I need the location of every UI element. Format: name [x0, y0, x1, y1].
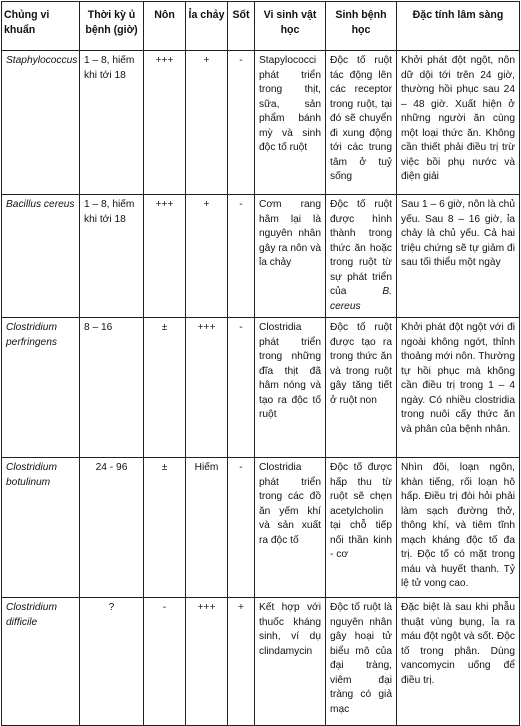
species-cell: Bacillus cereus	[2, 195, 80, 318]
header-vomiting: Nôn	[144, 2, 186, 51]
food-poisoning-table	[1, 1, 520, 726]
microbiology-cell: Stapylococci phát triển trong thịt, sữa, sản phẩm bánh mỳ và sinh độc tố ruột	[255, 51, 326, 195]
incubation-cell: 1 – 8, hiếm khi tới 18	[80, 195, 144, 318]
diarrhea-cell: Hiếm	[186, 458, 228, 598]
header-microbiology: Vi sinh vật học	[255, 2, 326, 51]
clinical-cell: Khởi phát đột ngột với đi ngoài không ngớt, thỉnh thoảng mới nôn. Thường tự hồi phục mà không cần điều trị trong 1 – 4 ngày. Có nhiều clostridia trong nuôi cấy thức ăn và phân của bệnh nhân.	[397, 318, 520, 458]
microbiology-cell: Clostridia phát triển trong các đồ ăn yếm khí và sản xuất ra độc tố	[255, 458, 326, 598]
species-cell: Clostridium botulinum	[2, 458, 80, 598]
fever-cell: -	[228, 195, 255, 318]
diarrhea-cell: +	[186, 51, 228, 195]
species-cell: Staphylococcus	[2, 51, 80, 195]
pathogenesis-text: Độc tố ruột tác động lên các receptor trong ruột, tại đó sẽ chuyển đi xung động tới các trung tâm ở tuỷ sống	[330, 55, 392, 182]
pathogenesis-text: Độc tố ruột được tạo ra trong thức ăn và trong ruột gây tăng tiết ở ruột non	[330, 322, 392, 406]
table-row	[2, 51, 520, 195]
incubation-cell: 8 – 16	[80, 318, 144, 458]
fever-cell: -	[228, 51, 255, 195]
header-clinical: Đặc tính lâm sàng	[397, 2, 520, 51]
incubation-cell: ?	[80, 598, 144, 726]
clinical-cell: Khởi phát đột ngột, nôn dữ dội tới trên 24 giờ, thường hồi phục sau 24 – 48 giờ. Xuất hiện ở những người ăn cùng một loại thức ăn. Không cần thiết phải điều trị trừ việc bồi phụ nước và điện giải	[397, 51, 520, 195]
clinical-cell: Đặc biệt là sau khi phẫu thuật vùng bụng, ỉa ra máu đột ngột và sốt. Độc tố trong phân. Dùng vancomycin uống để điều trị.	[397, 598, 520, 726]
header-diarrhea: Ỉa chảy	[186, 2, 228, 51]
vomiting-cell: ±	[144, 318, 186, 458]
header-incubation: Thời kỳ ủ bệnh (giờ)	[80, 2, 144, 51]
microbiology-cell: Clostridia phát triển trong những đĩa thịt đã hâm nóng và tạo ra độc tố ruột	[255, 318, 326, 458]
fever-cell: +	[228, 598, 255, 726]
table-row	[2, 598, 520, 726]
species-cell: Clostridium perfringens	[2, 318, 80, 458]
fever-cell: -	[228, 458, 255, 598]
header-row	[2, 2, 520, 51]
header-pathogenesis: Sinh bệnh học	[326, 2, 397, 51]
table-row	[2, 318, 520, 458]
incubation-cell: 24 - 96	[80, 458, 144, 598]
pathogenesis-cell	[326, 195, 397, 318]
pathogenesis-text: Độc tố được hấp thu từ ruột sẽ chẹn acetylcholin tại chỗ tiếp nối thần kinh - cơ	[330, 462, 392, 560]
pathogenesis-cell	[326, 598, 397, 726]
diarrhea-cell: +	[186, 195, 228, 318]
vomiting-cell: ±	[144, 458, 186, 598]
table-row	[2, 458, 520, 598]
table-row	[2, 195, 520, 318]
header-fever: Sốt	[228, 2, 255, 51]
microbiology-cell: Cơm rang hâm lại là nguyên nhân gây ra nôn và ỉa chảy	[255, 195, 326, 318]
pathogenesis-cell	[326, 458, 397, 598]
diarrhea-cell: +++	[186, 598, 228, 726]
species-cell: Clostridium difficile	[2, 598, 80, 726]
incubation-cell: 1 – 8, hiếm khi tới 18	[80, 51, 144, 195]
clinical-cell: Sau 1 – 6 giờ, nôn là chủ yếu. Sau 8 – 16 giờ, ỉa chảy là chủ yếu. Cả hai triệu chứng sẽ tự giảm đi sau tối thiểu một ngày	[397, 195, 520, 318]
pathogenesis-cell	[326, 51, 397, 195]
pathogenesis-italic: B. cereus	[330, 286, 392, 312]
fever-cell: -	[228, 318, 255, 458]
pathogenesis-text: Độc tố ruột là nguyên nhân gây hoại tử biểu mô của đại tràng, viêm đại tràng có giả mạc	[330, 602, 392, 715]
microbiology-cell: Kết hợp với thuốc kháng sinh, ví dụ clindamycin	[255, 598, 326, 726]
vomiting-cell: -	[144, 598, 186, 726]
clinical-cell: Nhìn đôi, loạn ngôn, khàn tiếng, rối loạn hô hấp. Điều trị đòi hỏi phải làm sạch đường thở, thông khí, và tiêm tĩnh mạch kháng độc tố đa trị. Độc tố có mặt trong máu và huyết thanh. Tỷ lệ tử vong cao.	[397, 458, 520, 598]
pathogenesis-text: Độc tố ruột được hình thành trong thức ăn hoặc trong ruột từ sự phát triển của	[330, 199, 392, 297]
pathogenesis-cell	[326, 318, 397, 458]
diarrhea-cell: +++	[186, 318, 228, 458]
vomiting-cell: +++	[144, 195, 186, 318]
header-species: Chủng vi khuẩn	[2, 2, 80, 51]
vomiting-cell: +++	[144, 51, 186, 195]
